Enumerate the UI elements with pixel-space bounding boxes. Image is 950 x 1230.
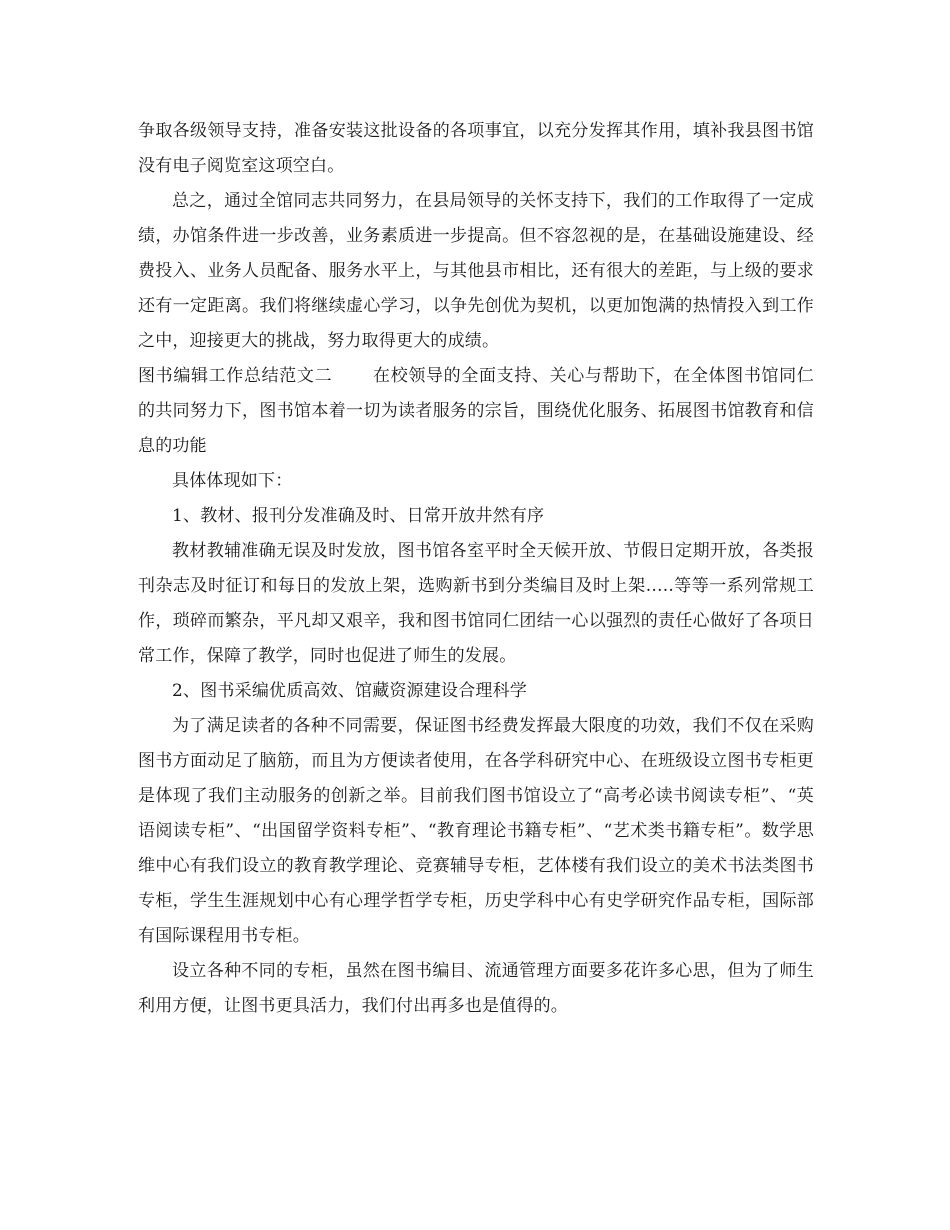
paragraph-2: 为了满足读者的各种不同需要，保证图书经费发挥最大限度的功效，我们不仅在采购图书方面动足了脑筋，而且为方便读者使用，在各学科研究中心、在班级设立图书专柜更是体现了我们主动服务的创新之举。目前我们图书馆设立了“高考必读书阅读专柜”、“英语阅读专柜”、“出国留学资料专柜”、“教育理论书籍专柜”、“艺术类书籍专柜”。数学思维中心有我们设立的教育教学理论、竞赛辅导专柜，艺体楼有我们设立的美术书法类图书专柜，学生生涯规划中心有心理学哲学专柜，历史学科中心有史学研究作品专柜，国际部有国际课程用书专柜。 bbox=[138, 716, 814, 946]
section-intro-text: 在校领导的全面支持、关心与帮助下，在全体图书馆同仁的共同努力下，图书馆本着一切为读者服务的宗旨，围绕优化服务、拓展图书馆教育和信息的功能 bbox=[138, 366, 815, 456]
subheading-2: 2、图书采编优质高效、馆藏资源建设合理科学 bbox=[172, 681, 528, 701]
section-intro bbox=[138, 359, 814, 464]
paragraph-lead: 具体体现如下： bbox=[172, 471, 293, 491]
subheading-1: 1、教材、报刊分发准确及时、日常开放井然有序 bbox=[172, 506, 545, 526]
paragraph-continuation: 争取各级领导支持，准备安装这批设备的各项事宜，以充分发挥其作用，填补我县图书馆没有电子阅览室这项空白。 bbox=[138, 121, 814, 176]
paragraph-3: 设立各种不同的专柜，虽然在图书编目、流通管理方面要多花许多心思，但为了师生利用方便，让图书更具活力，我们付出再多也是值得的。 bbox=[138, 961, 814, 1016]
document-body bbox=[138, 114, 814, 1024]
paragraph-1: 教材教辅准确无误及时发放，图书馆各室平时全天候开放、节假日定期开放，各类报刊杂志及时征订和每日的发放上架，选购新书到分类编目及时上架…..等等一系列常规工作，琐碎而繁杂，平凡却又艰辛，我和图书馆同仁团结一心以强烈的责任心做好了各项日常工作，保障了教学，同时也促进了师生的发展。 bbox=[138, 541, 814, 666]
section-heading: 图书编辑工作总结范文二 bbox=[138, 366, 333, 386]
paragraph-summary: 总之，通过全馆同志共同努力，在县局领导的关怀支持下，我们的工作取得了一定成绩，办馆条件进一步改善，业务素质进一步提高。但不容忽视的是，在基础设施建设、经费投入、业务人员配备、服务水平上，与其他县市相比，还有很大的差距，与上级的要求还有一定距离。我们将继续虚心学习，以争先创优为契机，以更加饱满的热情投入到工作之中，迎接更大的挑战，努力取得更大的成绩。 bbox=[138, 191, 814, 351]
